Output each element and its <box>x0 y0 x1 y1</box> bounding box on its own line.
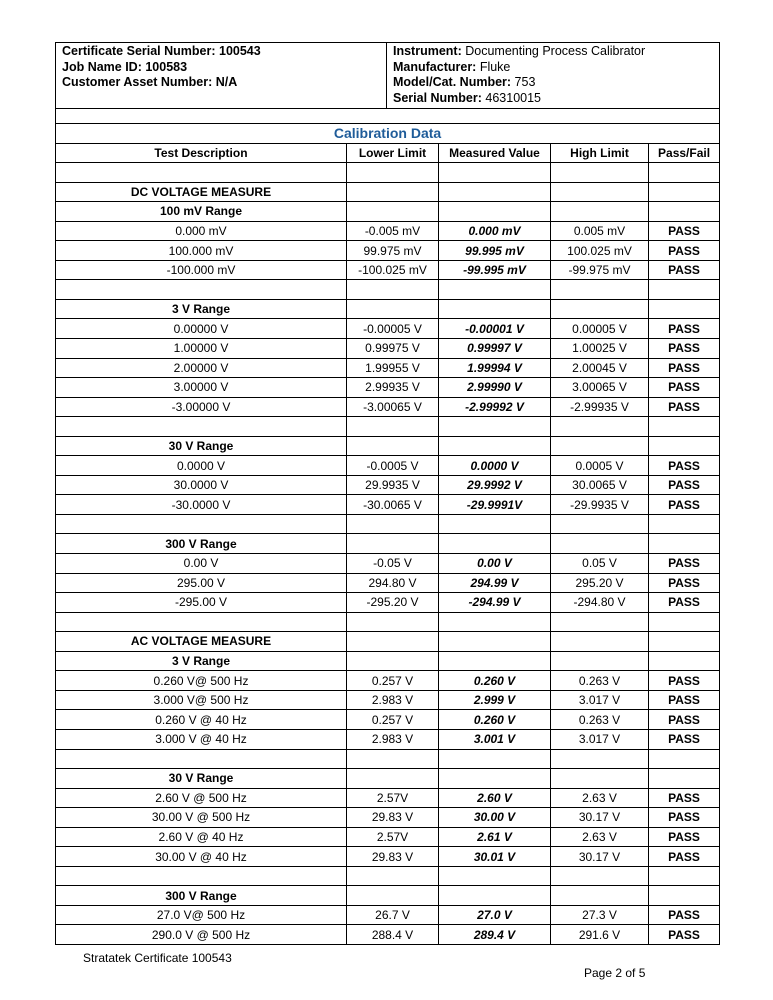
high-limit: 30.0065 V <box>551 475 649 495</box>
section-heading: AC VOLTAGE MEASURE <box>56 632 347 652</box>
column-header-row <box>56 143 720 163</box>
table-row <box>56 397 720 417</box>
empty-cell <box>551 612 649 632</box>
pass-fail-status: PASS <box>649 671 720 691</box>
high-limit: 2.00045 V <box>551 358 649 378</box>
test-description: 290.0 V @ 500 Hz <box>56 925 347 945</box>
empty-cell <box>439 651 551 671</box>
measured-value: 99.995 mV <box>439 241 551 261</box>
section-heading-row <box>56 632 720 652</box>
test-description: -295.00 V <box>56 593 347 613</box>
empty-cell <box>649 514 720 534</box>
test-description: 30.00 V @ 40 Hz <box>56 847 347 867</box>
lower-limit: 1.99955 V <box>347 358 439 378</box>
high-limit: 1.00025 V <box>551 339 649 359</box>
header-table <box>55 42 720 109</box>
measured-value: 0.260 V <box>439 710 551 730</box>
empty-cell <box>551 299 649 319</box>
col-measured-value: Measured Value <box>439 143 551 163</box>
measured-value: 0.99997 V <box>439 339 551 359</box>
test-description: 100.000 mV <box>56 241 347 261</box>
empty-cell <box>649 417 720 437</box>
empty-cell <box>551 202 649 222</box>
lower-limit: 294.80 V <box>347 573 439 593</box>
pass-fail-status: PASS <box>649 319 720 339</box>
empty-cell <box>347 436 439 456</box>
range-heading: 300 V Range <box>56 534 347 554</box>
empty-cell <box>439 280 551 300</box>
empty-cell <box>56 866 347 886</box>
empty-cell <box>439 514 551 534</box>
table-row <box>56 808 720 828</box>
footer-page-number: Page 2 of 5 <box>584 966 646 980</box>
empty-cell <box>649 886 720 906</box>
table-row <box>56 788 720 808</box>
measured-value: 2.60 V <box>439 788 551 808</box>
empty-cell <box>649 202 720 222</box>
pass-fail-status: PASS <box>649 554 720 574</box>
high-limit: -294.80 V <box>551 593 649 613</box>
high-limit: 0.05 V <box>551 554 649 574</box>
col-test-description: Test Description <box>56 143 347 163</box>
measured-value: -2.99992 V <box>439 397 551 417</box>
table-row <box>56 475 720 495</box>
empty-cell <box>439 436 551 456</box>
lower-limit: -0.0005 V <box>347 456 439 476</box>
measured-value: -294.99 V <box>439 593 551 613</box>
table-row <box>56 827 720 847</box>
empty-cell <box>439 417 551 437</box>
empty-cell <box>551 632 649 652</box>
spacer-row <box>56 109 720 124</box>
certificate-serial: Certificate Serial Number: 100543 <box>62 44 261 58</box>
pass-fail-status: PASS <box>649 241 720 261</box>
high-limit: 30.17 V <box>551 847 649 867</box>
empty-cell <box>347 651 439 671</box>
table-row <box>56 847 720 867</box>
empty-cell <box>347 612 439 632</box>
pass-fail-status: PASS <box>649 710 720 730</box>
lower-limit: -3.00065 V <box>347 397 439 417</box>
empty-cell <box>649 280 720 300</box>
range-heading: 3 V Range <box>56 651 347 671</box>
model-line: Model/Cat. Number: 753 <box>393 75 536 89</box>
pass-fail-status: PASS <box>649 495 720 515</box>
measured-value: 30.01 V <box>439 847 551 867</box>
test-description: 0.00000 V <box>56 319 347 339</box>
pass-fail-status: PASS <box>649 260 720 280</box>
lower-limit: 2.57V <box>347 827 439 847</box>
measured-value: 0.00 V <box>439 554 551 574</box>
high-limit: -2.99935 V <box>551 397 649 417</box>
measured-value: 0.0000 V <box>439 456 551 476</box>
table-row <box>56 925 720 945</box>
high-limit: 100.025 mV <box>551 241 649 261</box>
empty-cell <box>551 534 649 554</box>
empty-cell <box>439 182 551 202</box>
empty-cell <box>56 749 347 769</box>
lower-limit: 2.983 V <box>347 729 439 749</box>
empty-cell <box>439 202 551 222</box>
test-description: 2.00000 V <box>56 358 347 378</box>
table-row <box>56 710 720 730</box>
test-description: 3.000 V@ 500 Hz <box>56 690 347 710</box>
test-description: -100.000 mV <box>56 260 347 280</box>
empty-cell <box>439 163 551 183</box>
table-row <box>56 319 720 339</box>
instrument-line: Instrument: Documenting Process Calibrator <box>393 44 646 58</box>
empty-cell <box>649 612 720 632</box>
empty-cell <box>347 417 439 437</box>
pass-fail-status: PASS <box>649 339 720 359</box>
range-heading-row <box>56 534 720 554</box>
lower-limit: 29.83 V <box>347 808 439 828</box>
lower-limit: 2.57V <box>347 788 439 808</box>
empty-cell <box>649 632 720 652</box>
table-row <box>56 593 720 613</box>
empty-cell <box>347 534 439 554</box>
test-description: 2.60 V @ 40 Hz <box>56 827 347 847</box>
empty-cell <box>439 534 551 554</box>
test-description: -3.00000 V <box>56 397 347 417</box>
empty-cell <box>551 182 649 202</box>
empty-cell <box>439 299 551 319</box>
table-row <box>56 671 720 691</box>
table-row <box>56 573 720 593</box>
blank-row <box>56 866 720 886</box>
table-row <box>56 554 720 574</box>
pass-fail-status: PASS <box>649 905 720 925</box>
table-row <box>56 456 720 476</box>
empty-cell <box>649 769 720 789</box>
measured-value: 0.260 V <box>439 671 551 691</box>
empty-cell <box>439 866 551 886</box>
measured-value: 3.001 V <box>439 729 551 749</box>
test-description: 3.000 V @ 40 Hz <box>56 729 347 749</box>
table-row <box>56 260 720 280</box>
pass-fail-status: PASS <box>649 475 720 495</box>
empty-cell <box>347 163 439 183</box>
certificate-info <box>56 43 387 109</box>
lower-limit: 99.975 mV <box>347 241 439 261</box>
empty-cell <box>347 182 439 202</box>
manufacturer-line: Manufacturer: Fluke <box>393 59 511 74</box>
empty-cell <box>347 514 439 534</box>
table-row <box>56 905 720 925</box>
empty-cell <box>347 769 439 789</box>
range-heading-row <box>56 436 720 456</box>
table-row <box>56 339 720 359</box>
empty-cell <box>439 612 551 632</box>
empty-cell <box>649 299 720 319</box>
high-limit: 3.00065 V <box>551 378 649 398</box>
high-limit: 3.017 V <box>551 729 649 749</box>
empty-cell <box>551 886 649 906</box>
lower-limit: 29.83 V <box>347 847 439 867</box>
empty-cell <box>649 436 720 456</box>
test-description: 0.00 V <box>56 554 347 574</box>
blank-row <box>56 612 720 632</box>
empty-cell <box>56 163 347 183</box>
range-heading: 300 V Range <box>56 886 347 906</box>
lower-limit: -0.05 V <box>347 554 439 574</box>
blank-row <box>56 417 720 437</box>
lower-limit: -0.00005 V <box>347 319 439 339</box>
high-limit: -99.975 mV <box>551 260 649 280</box>
range-heading-row <box>56 299 720 319</box>
lower-limit: -100.025 mV <box>347 260 439 280</box>
measured-value: 2.61 V <box>439 827 551 847</box>
table-row <box>56 358 720 378</box>
test-description: 0.000 mV <box>56 221 347 241</box>
pass-fail-status: PASS <box>649 358 720 378</box>
pass-fail-status: PASS <box>649 378 720 398</box>
footer-certificate: Stratatek Certificate 100543 <box>83 951 232 965</box>
range-heading-row <box>56 886 720 906</box>
blank-row <box>56 514 720 534</box>
table-row <box>56 241 720 261</box>
pass-fail-status: PASS <box>649 827 720 847</box>
table-row <box>56 690 720 710</box>
range-heading-row <box>56 651 720 671</box>
empty-cell <box>439 769 551 789</box>
high-limit: 0.00005 V <box>551 319 649 339</box>
high-limit: 27.3 V <box>551 905 649 925</box>
blank-row <box>56 280 720 300</box>
measured-value: 29.9992 V <box>439 475 551 495</box>
empty-cell <box>551 514 649 534</box>
lower-limit: 0.99975 V <box>347 339 439 359</box>
measured-value: -29.9991V <box>439 495 551 515</box>
high-limit: 0.005 mV <box>551 221 649 241</box>
table-row <box>56 221 720 241</box>
test-description: 27.0 V@ 500 Hz <box>56 905 347 925</box>
pass-fail-status: PASS <box>649 221 720 241</box>
test-description: 30.0000 V <box>56 475 347 495</box>
high-limit: 0.263 V <box>551 710 649 730</box>
high-limit: -29.9935 V <box>551 495 649 515</box>
measured-value: -99.995 mV <box>439 260 551 280</box>
lower-limit: 2.99935 V <box>347 378 439 398</box>
empty-cell <box>551 749 649 769</box>
empty-cell <box>347 866 439 886</box>
empty-cell <box>56 417 347 437</box>
calibration-table <box>55 109 720 945</box>
empty-cell <box>649 866 720 886</box>
test-description: 295.00 V <box>56 573 347 593</box>
pass-fail-status: PASS <box>649 925 720 945</box>
table-row <box>56 729 720 749</box>
pass-fail-status: PASS <box>649 690 720 710</box>
col-lower-limit: Lower Limit <box>347 143 439 163</box>
measured-value: -0.00001 V <box>439 319 551 339</box>
lower-limit: 2.983 V <box>347 690 439 710</box>
customer-asset-number: Customer Asset Number: N/A <box>62 75 238 89</box>
test-description: 1.00000 V <box>56 339 347 359</box>
empty-cell <box>551 651 649 671</box>
lower-limit: -30.0065 V <box>347 495 439 515</box>
empty-cell <box>347 202 439 222</box>
high-limit: 291.6 V <box>551 925 649 945</box>
empty-cell <box>551 280 649 300</box>
measured-value: 2.999 V <box>439 690 551 710</box>
empty-cell <box>551 866 649 886</box>
empty-cell <box>649 534 720 554</box>
test-description: 0.260 V @ 40 Hz <box>56 710 347 730</box>
pass-fail-status: PASS <box>649 456 720 476</box>
empty-cell <box>551 769 649 789</box>
lower-limit: -0.005 mV <box>347 221 439 241</box>
blank-row <box>56 749 720 769</box>
measured-value: 2.99990 V <box>439 378 551 398</box>
pass-fail-status: PASS <box>649 573 720 593</box>
range-heading: 100 mV Range <box>56 202 347 222</box>
range-heading-row <box>56 769 720 789</box>
pass-fail-status: PASS <box>649 397 720 417</box>
range-heading: 30 V Range <box>56 769 347 789</box>
lower-limit: -295.20 V <box>347 593 439 613</box>
pass-fail-status: PASS <box>649 729 720 749</box>
section-heading-row <box>56 182 720 202</box>
table-row <box>56 495 720 515</box>
test-description: 30.00 V @ 500 Hz <box>56 808 347 828</box>
table-row <box>56 378 720 398</box>
measured-value: 27.0 V <box>439 905 551 925</box>
pass-fail-status: PASS <box>649 847 720 867</box>
test-description: 2.60 V @ 500 Hz <box>56 788 347 808</box>
col-pass-fail: Pass/Fail <box>649 143 720 163</box>
empty-cell <box>56 612 347 632</box>
lower-limit: 29.9935 V <box>347 475 439 495</box>
empty-cell <box>551 436 649 456</box>
test-description: 0.260 V@ 500 Hz <box>56 671 347 691</box>
empty-cell <box>439 749 551 769</box>
certificate-sheet <box>55 42 719 945</box>
instrument-info <box>387 43 720 109</box>
empty-cell <box>56 280 347 300</box>
empty-cell <box>649 749 720 769</box>
empty-cell <box>347 749 439 769</box>
pass-fail-status: PASS <box>649 808 720 828</box>
section-heading: DC VOLTAGE MEASURE <box>56 182 347 202</box>
lower-limit: 0.257 V <box>347 710 439 730</box>
title-row <box>56 124 720 144</box>
measured-value: 30.00 V <box>439 808 551 828</box>
high-limit: 3.017 V <box>551 690 649 710</box>
high-limit: 30.17 V <box>551 808 649 828</box>
measured-value: 289.4 V <box>439 925 551 945</box>
col-high-limit: High Limit <box>551 143 649 163</box>
test-description: -30.0000 V <box>56 495 347 515</box>
lower-limit: 26.7 V <box>347 905 439 925</box>
range-heading: 30 V Range <box>56 436 347 456</box>
job-name-id: Job Name ID: 100583 <box>62 59 188 74</box>
empty-cell <box>649 651 720 671</box>
high-limit: 295.20 V <box>551 573 649 593</box>
empty-cell <box>649 182 720 202</box>
measured-value: 1.99994 V <box>439 358 551 378</box>
empty-cell <box>551 163 649 183</box>
empty-cell <box>551 417 649 437</box>
test-description: 3.00000 V <box>56 378 347 398</box>
lower-limit: 0.257 V <box>347 671 439 691</box>
lower-limit: 288.4 V <box>347 925 439 945</box>
high-limit: 2.63 V <box>551 788 649 808</box>
calibration-data-title: Calibration Data <box>56 124 720 144</box>
high-limit: 2.63 V <box>551 827 649 847</box>
high-limit: 0.0005 V <box>551 456 649 476</box>
measured-value: 294.99 V <box>439 573 551 593</box>
empty-cell <box>347 632 439 652</box>
blank-row <box>56 163 720 183</box>
empty-cell <box>347 886 439 906</box>
pass-fail-status: PASS <box>649 593 720 613</box>
empty-cell <box>439 632 551 652</box>
serial-line: Serial Number: 46310015 <box>393 90 542 105</box>
empty-cell <box>347 280 439 300</box>
empty-cell <box>347 299 439 319</box>
measured-value: 0.000 mV <box>439 221 551 241</box>
range-heading-row <box>56 202 720 222</box>
pass-fail-status: PASS <box>649 788 720 808</box>
high-limit: 0.263 V <box>551 671 649 691</box>
range-heading: 3 V Range <box>56 299 347 319</box>
test-description: 0.0000 V <box>56 456 347 476</box>
empty-cell <box>439 886 551 906</box>
empty-cell <box>649 163 720 183</box>
empty-cell <box>56 514 347 534</box>
